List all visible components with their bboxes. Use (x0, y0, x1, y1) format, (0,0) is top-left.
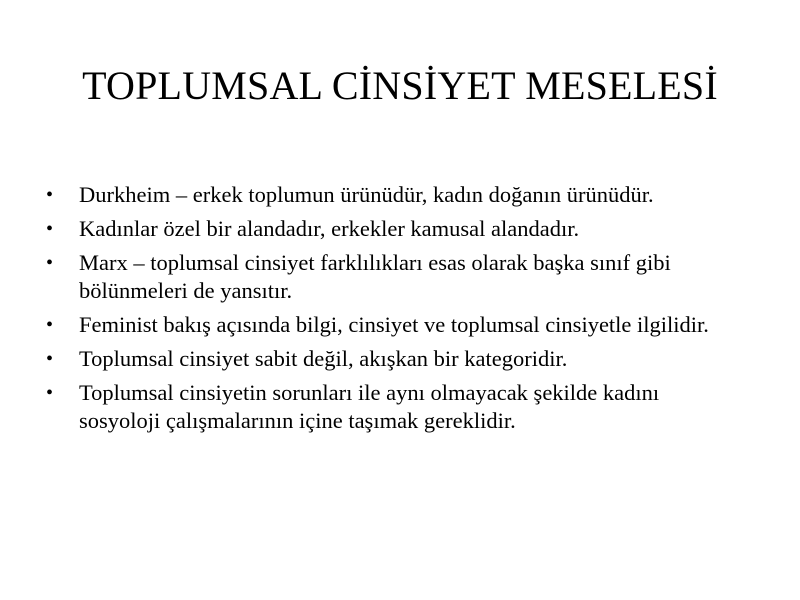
bullet-item (46, 249, 746, 305)
bullet-text: Kadınlar özel bir alandadır, erkekler kamusal alandadır. (79, 216, 580, 241)
bullet-marker: • (46, 252, 54, 274)
bullet-text: Marx – toplumsal cinsiyet farklılıkları esas olarak başka sınıf gibi bölünmeleri de yansıtır. (79, 250, 671, 303)
bullet-marker: • (46, 348, 54, 370)
bullet-item (46, 311, 746, 339)
bullet-list (46, 181, 746, 441)
bullet-marker: • (46, 314, 54, 336)
bullet-item (46, 345, 746, 373)
bullet-marker: • (46, 382, 54, 404)
bullet-text: Toplumsal cinsiyet sabit değil, akışkan bir kategoridir. (79, 346, 568, 371)
bullet-marker: • (46, 184, 54, 206)
bullet-text: Feminist bakış açısında bilgi, cinsiyet ve toplumsal cinsiyetle ilgilidir. (79, 312, 709, 337)
bullet-marker: • (46, 218, 54, 240)
bullet-item (46, 215, 746, 243)
bullet-item (46, 181, 746, 209)
bullet-text: Durkheim – erkek toplumun ürünüdür, kadın doğanın ürünüdür. (79, 182, 654, 207)
bullet-item (46, 379, 746, 435)
slide-title: TOPLUMSAL CİNSİYET MESELESİ (82, 63, 718, 108)
bullet-text: Toplumsal cinsiyetin sorunları ile aynı olmayacak şekilde kadını sosyoloji çalışmalarının içine taşımak gereklidir. (79, 380, 660, 433)
